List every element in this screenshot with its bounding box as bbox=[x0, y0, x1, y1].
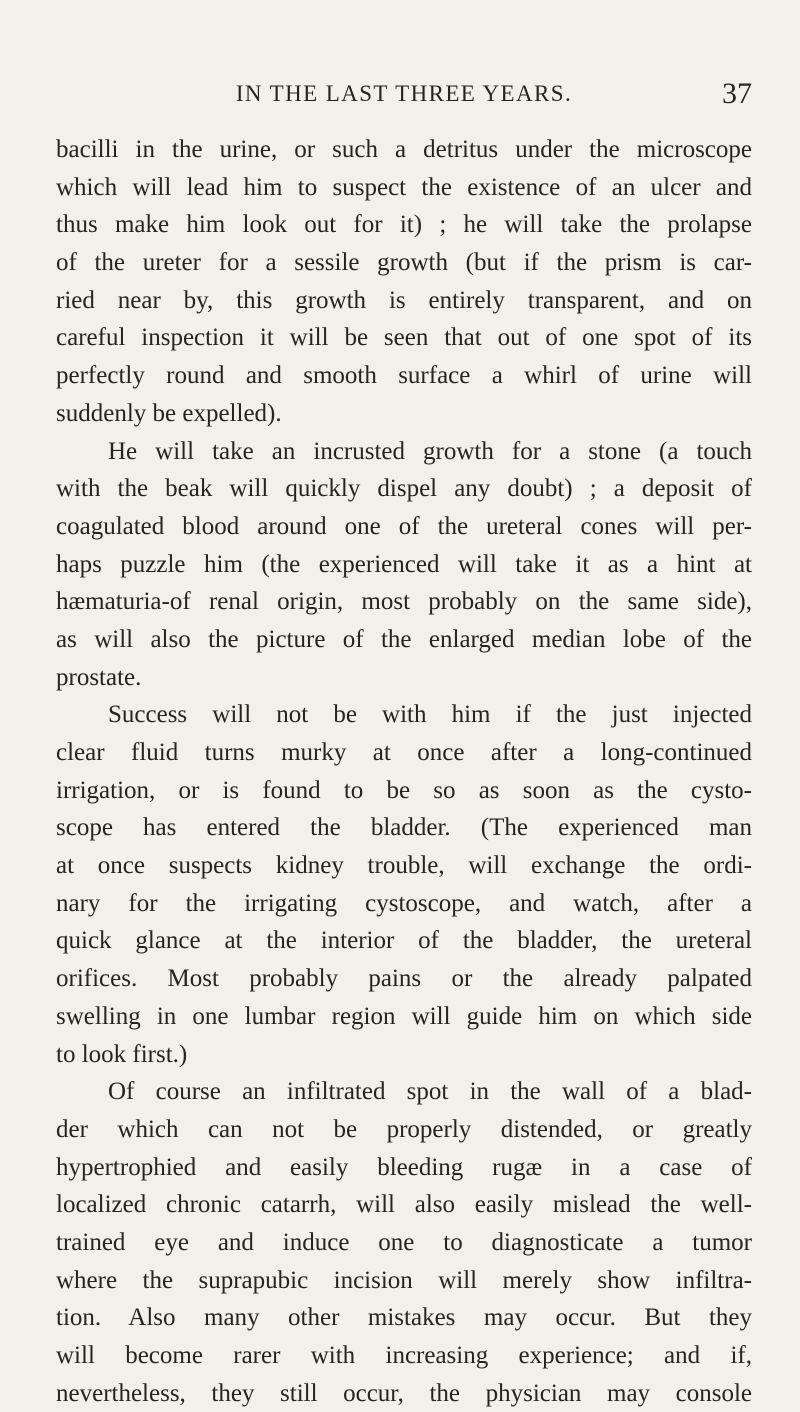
paragraph-start-line: Of course an infiltrated spot in the wall of a blad- bbox=[108, 1078, 752, 1106]
text-line: haps puzzle him (the experienced will take it as a hint at bbox=[56, 550, 752, 578]
body-text bbox=[56, 131, 752, 1412]
text-line: ried near by, this growth is entirely transparent, and on bbox=[56, 286, 752, 314]
text-line: irrigation, or is found to be so as soon as the cysto- bbox=[56, 776, 752, 804]
paragraph-start-line: He will take an incrusted growth for a stone (a touch bbox=[108, 437, 752, 465]
text-line: perfectly round and smooth surface a whirl of urine will bbox=[56, 362, 752, 390]
text-line: quick glance at the interior of the bladder, the ureteral bbox=[56, 927, 752, 955]
text-line: coagulated blood around one of the ureteral cones will per- bbox=[56, 512, 752, 540]
text-line: hypertrophied and easily bleeding rugæ in a case of bbox=[56, 1153, 752, 1181]
text-line: clear fluid turns murky at once after a long-continued bbox=[56, 739, 752, 766]
text-line: where the suprapubic incision will merely show infiltra- bbox=[56, 1266, 752, 1294]
text-line: thus make him look out for it) ; he will take the prolapse bbox=[56, 211, 752, 239]
text-line: hæmaturia-of renal origin, most probably on the same side), bbox=[56, 588, 752, 616]
text-line: bacilli in the urine, or such a detritus under the microscope bbox=[56, 136, 752, 163]
text-line: der which can not be properly distended, or greatly bbox=[56, 1115, 752, 1143]
paragraph-end-line: to look first.) bbox=[56, 1040, 188, 1068]
text-line: which will lead him to suspect the existence of an ulcer and bbox=[56, 173, 752, 201]
running-title: IN THE LAST THREE YEARS. bbox=[235, 81, 573, 106]
text-line: orifices. Most probably pains or the already palpated bbox=[56, 965, 752, 993]
text-line: careful inspection it will be seen that out of one spot of its bbox=[56, 324, 752, 352]
text-line: will become rarer with increasing experience; and if, bbox=[56, 1342, 752, 1369]
running-head bbox=[56, 77, 752, 111]
text-line: swelling in one lumbar region will guide him on which side bbox=[56, 1002, 752, 1030]
text-line: as will also the picture of the enlarged median lobe of the bbox=[56, 625, 752, 653]
text-line: scope has entered the bladder. (The experienced man bbox=[56, 814, 752, 842]
text-line: trained eye and induce one to diagnosticate a tumor bbox=[56, 1228, 752, 1256]
paragraph-end-line: suddenly be expelled). bbox=[56, 399, 282, 427]
paragraph-start-line: Success will not be with him if the just injected bbox=[108, 701, 752, 729]
text-line: tion. Also many other mistakes may occur. But they bbox=[56, 1304, 752, 1332]
text-line: at once suspects kidney trouble, will exchange the ordi- bbox=[56, 852, 752, 880]
text-line: nevertheless, they still occur, the physician may console bbox=[56, 1379, 752, 1407]
text-line: nary for the irrigating cystoscope, and watch, after a bbox=[56, 889, 752, 917]
text-line: localized chronic catarrh, will also easily mislead the well- bbox=[56, 1191, 752, 1219]
page-number: 37 bbox=[722, 77, 752, 110]
text-line: with the beak will quickly dispel any doubt) ; a deposit of bbox=[56, 475, 752, 503]
text-line: of the ureter for a sessile growth (but if the prism is car- bbox=[56, 249, 752, 277]
paragraph-end-line: prostate. bbox=[56, 663, 142, 691]
